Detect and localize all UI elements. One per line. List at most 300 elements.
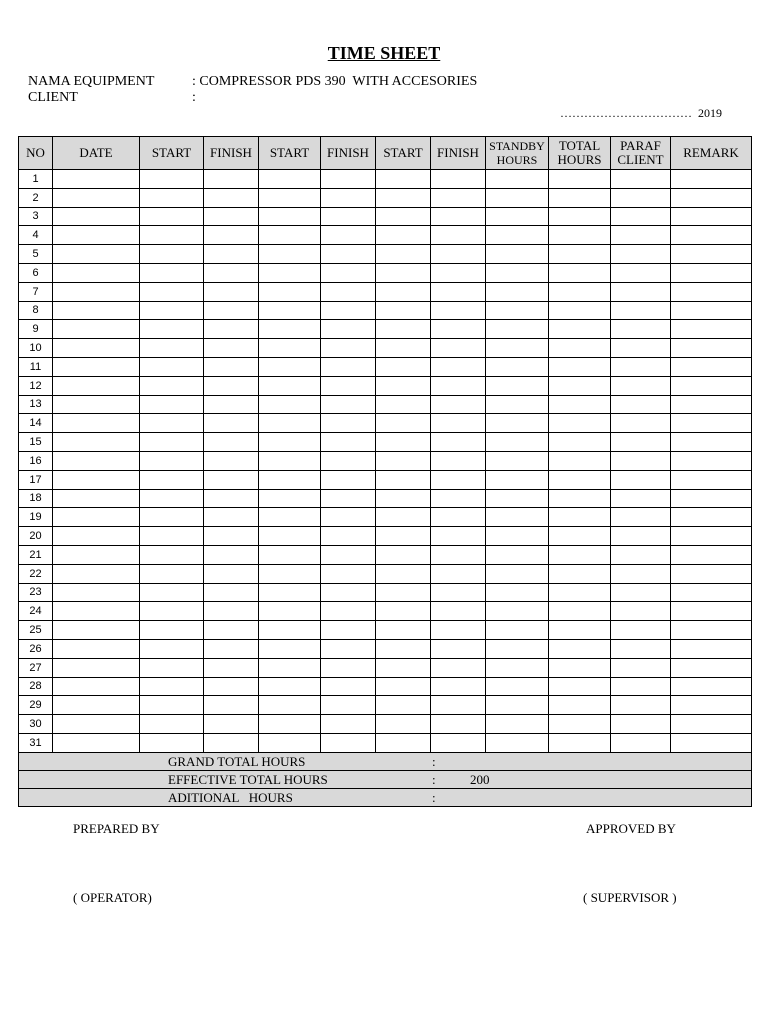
- finish-3-cell[interactable]: [431, 188, 486, 207]
- total-hours-cell[interactable]: [549, 696, 611, 715]
- paraf-client-cell[interactable]: [611, 602, 671, 621]
- start-2-cell[interactable]: [259, 301, 321, 320]
- finish-3-cell[interactable]: [431, 320, 486, 339]
- finish-1-cell[interactable]: [204, 357, 259, 376]
- standby-hours-cell[interactable]: [486, 470, 549, 489]
- total-hours-cell[interactable]: [549, 170, 611, 189]
- finish-1-cell[interactable]: [204, 545, 259, 564]
- paraf-client-cell[interactable]: [611, 263, 671, 282]
- date-cell[interactable]: [53, 545, 140, 564]
- finish-3-cell[interactable]: [431, 639, 486, 658]
- paraf-client-cell[interactable]: [611, 357, 671, 376]
- standby-hours-cell[interactable]: [486, 527, 549, 546]
- start-2-cell[interactable]: [259, 658, 321, 677]
- finish-3-cell[interactable]: [431, 263, 486, 282]
- standby-hours-cell[interactable]: [486, 226, 549, 245]
- paraf-client-cell[interactable]: [611, 677, 671, 696]
- paraf-client-cell[interactable]: [611, 696, 671, 715]
- finish-2-cell[interactable]: [321, 489, 376, 508]
- finish-3-cell[interactable]: [431, 621, 486, 640]
- finish-3-cell[interactable]: [431, 301, 486, 320]
- finish-2-cell[interactable]: [321, 583, 376, 602]
- standby-hours-cell[interactable]: [486, 583, 549, 602]
- total-hours-cell[interactable]: [549, 357, 611, 376]
- paraf-client-cell[interactable]: [611, 658, 671, 677]
- remark-cell[interactable]: [671, 696, 752, 715]
- finish-2-cell[interactable]: [321, 226, 376, 245]
- start-1-cell[interactable]: [140, 414, 204, 433]
- remark-cell[interactable]: [671, 357, 752, 376]
- start-3-cell[interactable]: [376, 207, 431, 226]
- finish-2-cell[interactable]: [321, 245, 376, 264]
- finish-3-cell[interactable]: [431, 451, 486, 470]
- start-3-cell[interactable]: [376, 170, 431, 189]
- paraf-client-cell[interactable]: [611, 639, 671, 658]
- start-2-cell[interactable]: [259, 395, 321, 414]
- finish-2-cell[interactable]: [321, 339, 376, 358]
- finish-2-cell[interactable]: [321, 433, 376, 452]
- start-2-cell[interactable]: [259, 357, 321, 376]
- finish-3-cell[interactable]: [431, 508, 486, 527]
- finish-1-cell[interactable]: [204, 583, 259, 602]
- date-cell[interactable]: [53, 188, 140, 207]
- date-cell[interactable]: [53, 170, 140, 189]
- remark-cell[interactable]: [671, 207, 752, 226]
- finish-3-cell[interactable]: [431, 733, 486, 752]
- start-3-cell[interactable]: [376, 320, 431, 339]
- date-cell[interactable]: [53, 301, 140, 320]
- start-1-cell[interactable]: [140, 357, 204, 376]
- finish-1-cell[interactable]: [204, 320, 259, 339]
- start-1-cell[interactable]: [140, 470, 204, 489]
- total-hours-cell[interactable]: [549, 639, 611, 658]
- date-cell[interactable]: [53, 602, 140, 621]
- remark-cell[interactable]: [671, 733, 752, 752]
- finish-1-cell[interactable]: [204, 715, 259, 734]
- paraf-client-cell[interactable]: [611, 451, 671, 470]
- paraf-client-cell[interactable]: [611, 715, 671, 734]
- standby-hours-cell[interactable]: [486, 621, 549, 640]
- start-3-cell[interactable]: [376, 451, 431, 470]
- start-3-cell[interactable]: [376, 696, 431, 715]
- finish-2-cell[interactable]: [321, 658, 376, 677]
- standby-hours-cell[interactable]: [486, 489, 549, 508]
- start-3-cell[interactable]: [376, 357, 431, 376]
- start-1-cell[interactable]: [140, 696, 204, 715]
- finish-2-cell[interactable]: [321, 263, 376, 282]
- start-2-cell[interactable]: [259, 696, 321, 715]
- paraf-client-cell[interactable]: [611, 433, 671, 452]
- finish-3-cell[interactable]: [431, 282, 486, 301]
- total-hours-cell[interactable]: [549, 226, 611, 245]
- start-1-cell[interactable]: [140, 320, 204, 339]
- total-hours-cell[interactable]: [549, 621, 611, 640]
- remark-cell[interactable]: [671, 226, 752, 245]
- total-hours-cell[interactable]: [549, 583, 611, 602]
- start-2-cell[interactable]: [259, 677, 321, 696]
- paraf-client-cell[interactable]: [611, 489, 671, 508]
- start-1-cell[interactable]: [140, 339, 204, 358]
- start-3-cell[interactable]: [376, 470, 431, 489]
- finish-2-cell[interactable]: [321, 508, 376, 527]
- finish-2-cell[interactable]: [321, 282, 376, 301]
- total-hours-cell[interactable]: [549, 188, 611, 207]
- finish-3-cell[interactable]: [431, 226, 486, 245]
- remark-cell[interactable]: [671, 170, 752, 189]
- start-2-cell[interactable]: [259, 320, 321, 339]
- remark-cell[interactable]: [671, 527, 752, 546]
- paraf-client-cell[interactable]: [611, 545, 671, 564]
- finish-1-cell[interactable]: [204, 263, 259, 282]
- total-hours-cell[interactable]: [549, 451, 611, 470]
- finish-3-cell[interactable]: [431, 357, 486, 376]
- standby-hours-cell[interactable]: [486, 508, 549, 527]
- start-1-cell[interactable]: [140, 527, 204, 546]
- paraf-client-cell[interactable]: [611, 207, 671, 226]
- total-hours-cell[interactable]: [549, 433, 611, 452]
- total-hours-cell[interactable]: [549, 301, 611, 320]
- total-hours-cell[interactable]: [549, 489, 611, 508]
- start-1-cell[interactable]: [140, 301, 204, 320]
- remark-cell[interactable]: [671, 339, 752, 358]
- total-hours-cell[interactable]: [549, 263, 611, 282]
- finish-2-cell[interactable]: [321, 696, 376, 715]
- remark-cell[interactable]: [671, 621, 752, 640]
- start-1-cell[interactable]: [140, 245, 204, 264]
- finish-3-cell[interactable]: [431, 433, 486, 452]
- total-hours-cell[interactable]: [549, 545, 611, 564]
- finish-3-cell[interactable]: [431, 470, 486, 489]
- total-hours-cell[interactable]: [549, 320, 611, 339]
- start-3-cell[interactable]: [376, 545, 431, 564]
- start-1-cell[interactable]: [140, 733, 204, 752]
- remark-cell[interactable]: [671, 263, 752, 282]
- date-cell[interactable]: [53, 245, 140, 264]
- date-cell[interactable]: [53, 658, 140, 677]
- remark-cell[interactable]: [671, 320, 752, 339]
- finish-1-cell[interactable]: [204, 677, 259, 696]
- standby-hours-cell[interactable]: [486, 715, 549, 734]
- finish-2-cell[interactable]: [321, 677, 376, 696]
- standby-hours-cell[interactable]: [486, 733, 549, 752]
- start-3-cell[interactable]: [376, 376, 431, 395]
- start-3-cell[interactable]: [376, 602, 431, 621]
- finish-2-cell[interactable]: [321, 545, 376, 564]
- start-3-cell[interactable]: [376, 733, 431, 752]
- start-1-cell[interactable]: [140, 433, 204, 452]
- date-cell[interactable]: [53, 376, 140, 395]
- paraf-client-cell[interactable]: [611, 282, 671, 301]
- total-hours-cell[interactable]: [549, 470, 611, 489]
- remark-cell[interactable]: [671, 376, 752, 395]
- date-cell[interactable]: [53, 715, 140, 734]
- standby-hours-cell[interactable]: [486, 696, 549, 715]
- total-hours-cell[interactable]: [549, 677, 611, 696]
- start-2-cell[interactable]: [259, 170, 321, 189]
- remark-cell[interactable]: [671, 602, 752, 621]
- start-2-cell[interactable]: [259, 433, 321, 452]
- date-cell[interactable]: [53, 639, 140, 658]
- paraf-client-cell[interactable]: [611, 339, 671, 358]
- start-1-cell[interactable]: [140, 677, 204, 696]
- finish-2-cell[interactable]: [321, 188, 376, 207]
- paraf-client-cell[interactable]: [611, 414, 671, 433]
- start-1-cell[interactable]: [140, 395, 204, 414]
- paraf-client-cell[interactable]: [611, 621, 671, 640]
- paraf-client-cell[interactable]: [611, 395, 671, 414]
- finish-1-cell[interactable]: [204, 301, 259, 320]
- finish-1-cell[interactable]: [204, 508, 259, 527]
- date-cell[interactable]: [53, 583, 140, 602]
- total-hours-cell[interactable]: [549, 658, 611, 677]
- finish-3-cell[interactable]: [431, 245, 486, 264]
- total-hours-cell[interactable]: [549, 602, 611, 621]
- start-2-cell[interactable]: [259, 339, 321, 358]
- start-2-cell[interactable]: [259, 188, 321, 207]
- start-3-cell[interactable]: [376, 527, 431, 546]
- start-3-cell[interactable]: [376, 677, 431, 696]
- standby-hours-cell[interactable]: [486, 451, 549, 470]
- start-1-cell[interactable]: [140, 226, 204, 245]
- start-2-cell[interactable]: [259, 263, 321, 282]
- start-2-cell[interactable]: [259, 282, 321, 301]
- date-cell[interactable]: [53, 263, 140, 282]
- date-cell[interactable]: [53, 226, 140, 245]
- start-2-cell[interactable]: [259, 508, 321, 527]
- total-hours-cell[interactable]: [549, 715, 611, 734]
- finish-2-cell[interactable]: [321, 414, 376, 433]
- finish-1-cell[interactable]: [204, 433, 259, 452]
- total-hours-cell[interactable]: [549, 733, 611, 752]
- start-1-cell[interactable]: [140, 564, 204, 583]
- start-1-cell[interactable]: [140, 376, 204, 395]
- start-3-cell[interactable]: [376, 226, 431, 245]
- finish-2-cell[interactable]: [321, 170, 376, 189]
- start-3-cell[interactable]: [376, 489, 431, 508]
- remark-cell[interactable]: [671, 715, 752, 734]
- remark-cell[interactable]: [671, 414, 752, 433]
- start-1-cell[interactable]: [140, 639, 204, 658]
- standby-hours-cell[interactable]: [486, 639, 549, 658]
- finish-1-cell[interactable]: [204, 489, 259, 508]
- start-2-cell[interactable]: [259, 207, 321, 226]
- start-3-cell[interactable]: [376, 414, 431, 433]
- finish-1-cell[interactable]: [204, 376, 259, 395]
- date-cell[interactable]: [53, 527, 140, 546]
- standby-hours-cell[interactable]: [486, 207, 549, 226]
- date-cell[interactable]: [53, 564, 140, 583]
- finish-3-cell[interactable]: [431, 583, 486, 602]
- finish-2-cell[interactable]: [321, 301, 376, 320]
- paraf-client-cell[interactable]: [611, 170, 671, 189]
- finish-3-cell[interactable]: [431, 602, 486, 621]
- start-1-cell[interactable]: [140, 658, 204, 677]
- standby-hours-cell[interactable]: [486, 188, 549, 207]
- finish-3-cell[interactable]: [431, 170, 486, 189]
- date-cell[interactable]: [53, 696, 140, 715]
- remark-cell[interactable]: [671, 658, 752, 677]
- start-2-cell[interactable]: [259, 733, 321, 752]
- finish-3-cell[interactable]: [431, 527, 486, 546]
- start-3-cell[interactable]: [376, 339, 431, 358]
- finish-3-cell[interactable]: [431, 376, 486, 395]
- finish-1-cell[interactable]: [204, 188, 259, 207]
- standby-hours-cell[interactable]: [486, 263, 549, 282]
- total-hours-cell[interactable]: [549, 376, 611, 395]
- start-1-cell[interactable]: [140, 602, 204, 621]
- standby-hours-cell[interactable]: [486, 433, 549, 452]
- start-2-cell[interactable]: [259, 621, 321, 640]
- finish-1-cell[interactable]: [204, 733, 259, 752]
- paraf-client-cell[interactable]: [611, 320, 671, 339]
- standby-hours-cell[interactable]: [486, 677, 549, 696]
- standby-hours-cell[interactable]: [486, 414, 549, 433]
- finish-3-cell[interactable]: [431, 545, 486, 564]
- date-cell[interactable]: [53, 470, 140, 489]
- remark-cell[interactable]: [671, 301, 752, 320]
- paraf-client-cell[interactable]: [611, 583, 671, 602]
- standby-hours-cell[interactable]: [486, 320, 549, 339]
- standby-hours-cell[interactable]: [486, 245, 549, 264]
- finish-2-cell[interactable]: [321, 715, 376, 734]
- finish-3-cell[interactable]: [431, 715, 486, 734]
- remark-cell[interactable]: [671, 677, 752, 696]
- date-cell[interactable]: [53, 489, 140, 508]
- standby-hours-cell[interactable]: [486, 602, 549, 621]
- finish-3-cell[interactable]: [431, 677, 486, 696]
- paraf-client-cell[interactable]: [611, 188, 671, 207]
- start-3-cell[interactable]: [376, 564, 431, 583]
- start-2-cell[interactable]: [259, 376, 321, 395]
- start-1-cell[interactable]: [140, 621, 204, 640]
- start-1-cell[interactable]: [140, 282, 204, 301]
- standby-hours-cell[interactable]: [486, 357, 549, 376]
- start-1-cell[interactable]: [140, 583, 204, 602]
- remark-cell[interactable]: [671, 433, 752, 452]
- finish-2-cell[interactable]: [321, 564, 376, 583]
- effective-total-value[interactable]: 200: [470, 771, 490, 787]
- finish-1-cell[interactable]: [204, 696, 259, 715]
- date-cell[interactable]: [53, 207, 140, 226]
- start-2-cell[interactable]: [259, 226, 321, 245]
- total-hours-cell[interactable]: [549, 339, 611, 358]
- total-hours-cell[interactable]: [549, 527, 611, 546]
- finish-1-cell[interactable]: [204, 170, 259, 189]
- finish-3-cell[interactable]: [431, 395, 486, 414]
- start-3-cell[interactable]: [376, 621, 431, 640]
- finish-2-cell[interactable]: [321, 320, 376, 339]
- start-3-cell[interactable]: [376, 301, 431, 320]
- start-2-cell[interactable]: [259, 527, 321, 546]
- start-3-cell[interactable]: [376, 282, 431, 301]
- start-3-cell[interactable]: [376, 658, 431, 677]
- finish-3-cell[interactable]: [431, 696, 486, 715]
- finish-2-cell[interactable]: [321, 207, 376, 226]
- total-hours-cell[interactable]: [549, 395, 611, 414]
- finish-3-cell[interactable]: [431, 564, 486, 583]
- remark-cell[interactable]: [671, 282, 752, 301]
- finish-1-cell[interactable]: [204, 395, 259, 414]
- finish-1-cell[interactable]: [204, 564, 259, 583]
- standby-hours-cell[interactable]: [486, 564, 549, 583]
- finish-2-cell[interactable]: [321, 639, 376, 658]
- total-hours-cell[interactable]: [549, 207, 611, 226]
- date-cell[interactable]: [53, 395, 140, 414]
- start-2-cell[interactable]: [259, 470, 321, 489]
- paraf-client-cell[interactable]: [611, 376, 671, 395]
- date-cell[interactable]: [53, 621, 140, 640]
- remark-cell[interactable]: [671, 564, 752, 583]
- total-hours-cell[interactable]: [549, 564, 611, 583]
- start-2-cell[interactable]: [259, 245, 321, 264]
- finish-1-cell[interactable]: [204, 339, 259, 358]
- standby-hours-cell[interactable]: [486, 339, 549, 358]
- finish-1-cell[interactable]: [204, 639, 259, 658]
- total-hours-cell[interactable]: [549, 282, 611, 301]
- finish-2-cell[interactable]: [321, 395, 376, 414]
- remark-cell[interactable]: [671, 489, 752, 508]
- remark-cell[interactable]: [671, 245, 752, 264]
- start-1-cell[interactable]: [140, 451, 204, 470]
- remark-cell[interactable]: [671, 508, 752, 527]
- start-1-cell[interactable]: [140, 715, 204, 734]
- start-2-cell[interactable]: [259, 451, 321, 470]
- remark-cell[interactable]: [671, 188, 752, 207]
- start-1-cell[interactable]: [140, 207, 204, 226]
- finish-2-cell[interactable]: [321, 621, 376, 640]
- start-2-cell[interactable]: [259, 583, 321, 602]
- remark-cell[interactable]: [671, 545, 752, 564]
- standby-hours-cell[interactable]: [486, 301, 549, 320]
- paraf-client-cell[interactable]: [611, 527, 671, 546]
- start-3-cell[interactable]: [376, 639, 431, 658]
- date-cell[interactable]: [53, 451, 140, 470]
- finish-1-cell[interactable]: [204, 602, 259, 621]
- finish-1-cell[interactable]: [204, 658, 259, 677]
- finish-1-cell[interactable]: [204, 451, 259, 470]
- start-2-cell[interactable]: [259, 715, 321, 734]
- start-3-cell[interactable]: [376, 715, 431, 734]
- standby-hours-cell[interactable]: [486, 282, 549, 301]
- standby-hours-cell[interactable]: [486, 376, 549, 395]
- finish-1-cell[interactable]: [204, 226, 259, 245]
- start-1-cell[interactable]: [140, 545, 204, 564]
- date-cell[interactable]: [53, 433, 140, 452]
- date-cell[interactable]: [53, 282, 140, 301]
- finish-2-cell[interactable]: [321, 602, 376, 621]
- finish-3-cell[interactable]: [431, 414, 486, 433]
- start-1-cell[interactable]: [140, 263, 204, 282]
- date-cell[interactable]: [53, 357, 140, 376]
- finish-1-cell[interactable]: [204, 527, 259, 546]
- start-3-cell[interactable]: [376, 188, 431, 207]
- paraf-client-cell[interactable]: [611, 245, 671, 264]
- remark-cell[interactable]: [671, 451, 752, 470]
- paraf-client-cell[interactable]: [611, 301, 671, 320]
- paraf-client-cell[interactable]: [611, 508, 671, 527]
- date-cell[interactable]: [53, 733, 140, 752]
- date-cell[interactable]: [53, 414, 140, 433]
- finish-3-cell[interactable]: [431, 489, 486, 508]
- remark-cell[interactable]: [671, 395, 752, 414]
- start-2-cell[interactable]: [259, 489, 321, 508]
- start-1-cell[interactable]: [140, 188, 204, 207]
- paraf-client-cell[interactable]: [611, 470, 671, 489]
- finish-1-cell[interactable]: [204, 245, 259, 264]
- standby-hours-cell[interactable]: [486, 545, 549, 564]
- standby-hours-cell[interactable]: [486, 395, 549, 414]
- date-cell[interactable]: [53, 320, 140, 339]
